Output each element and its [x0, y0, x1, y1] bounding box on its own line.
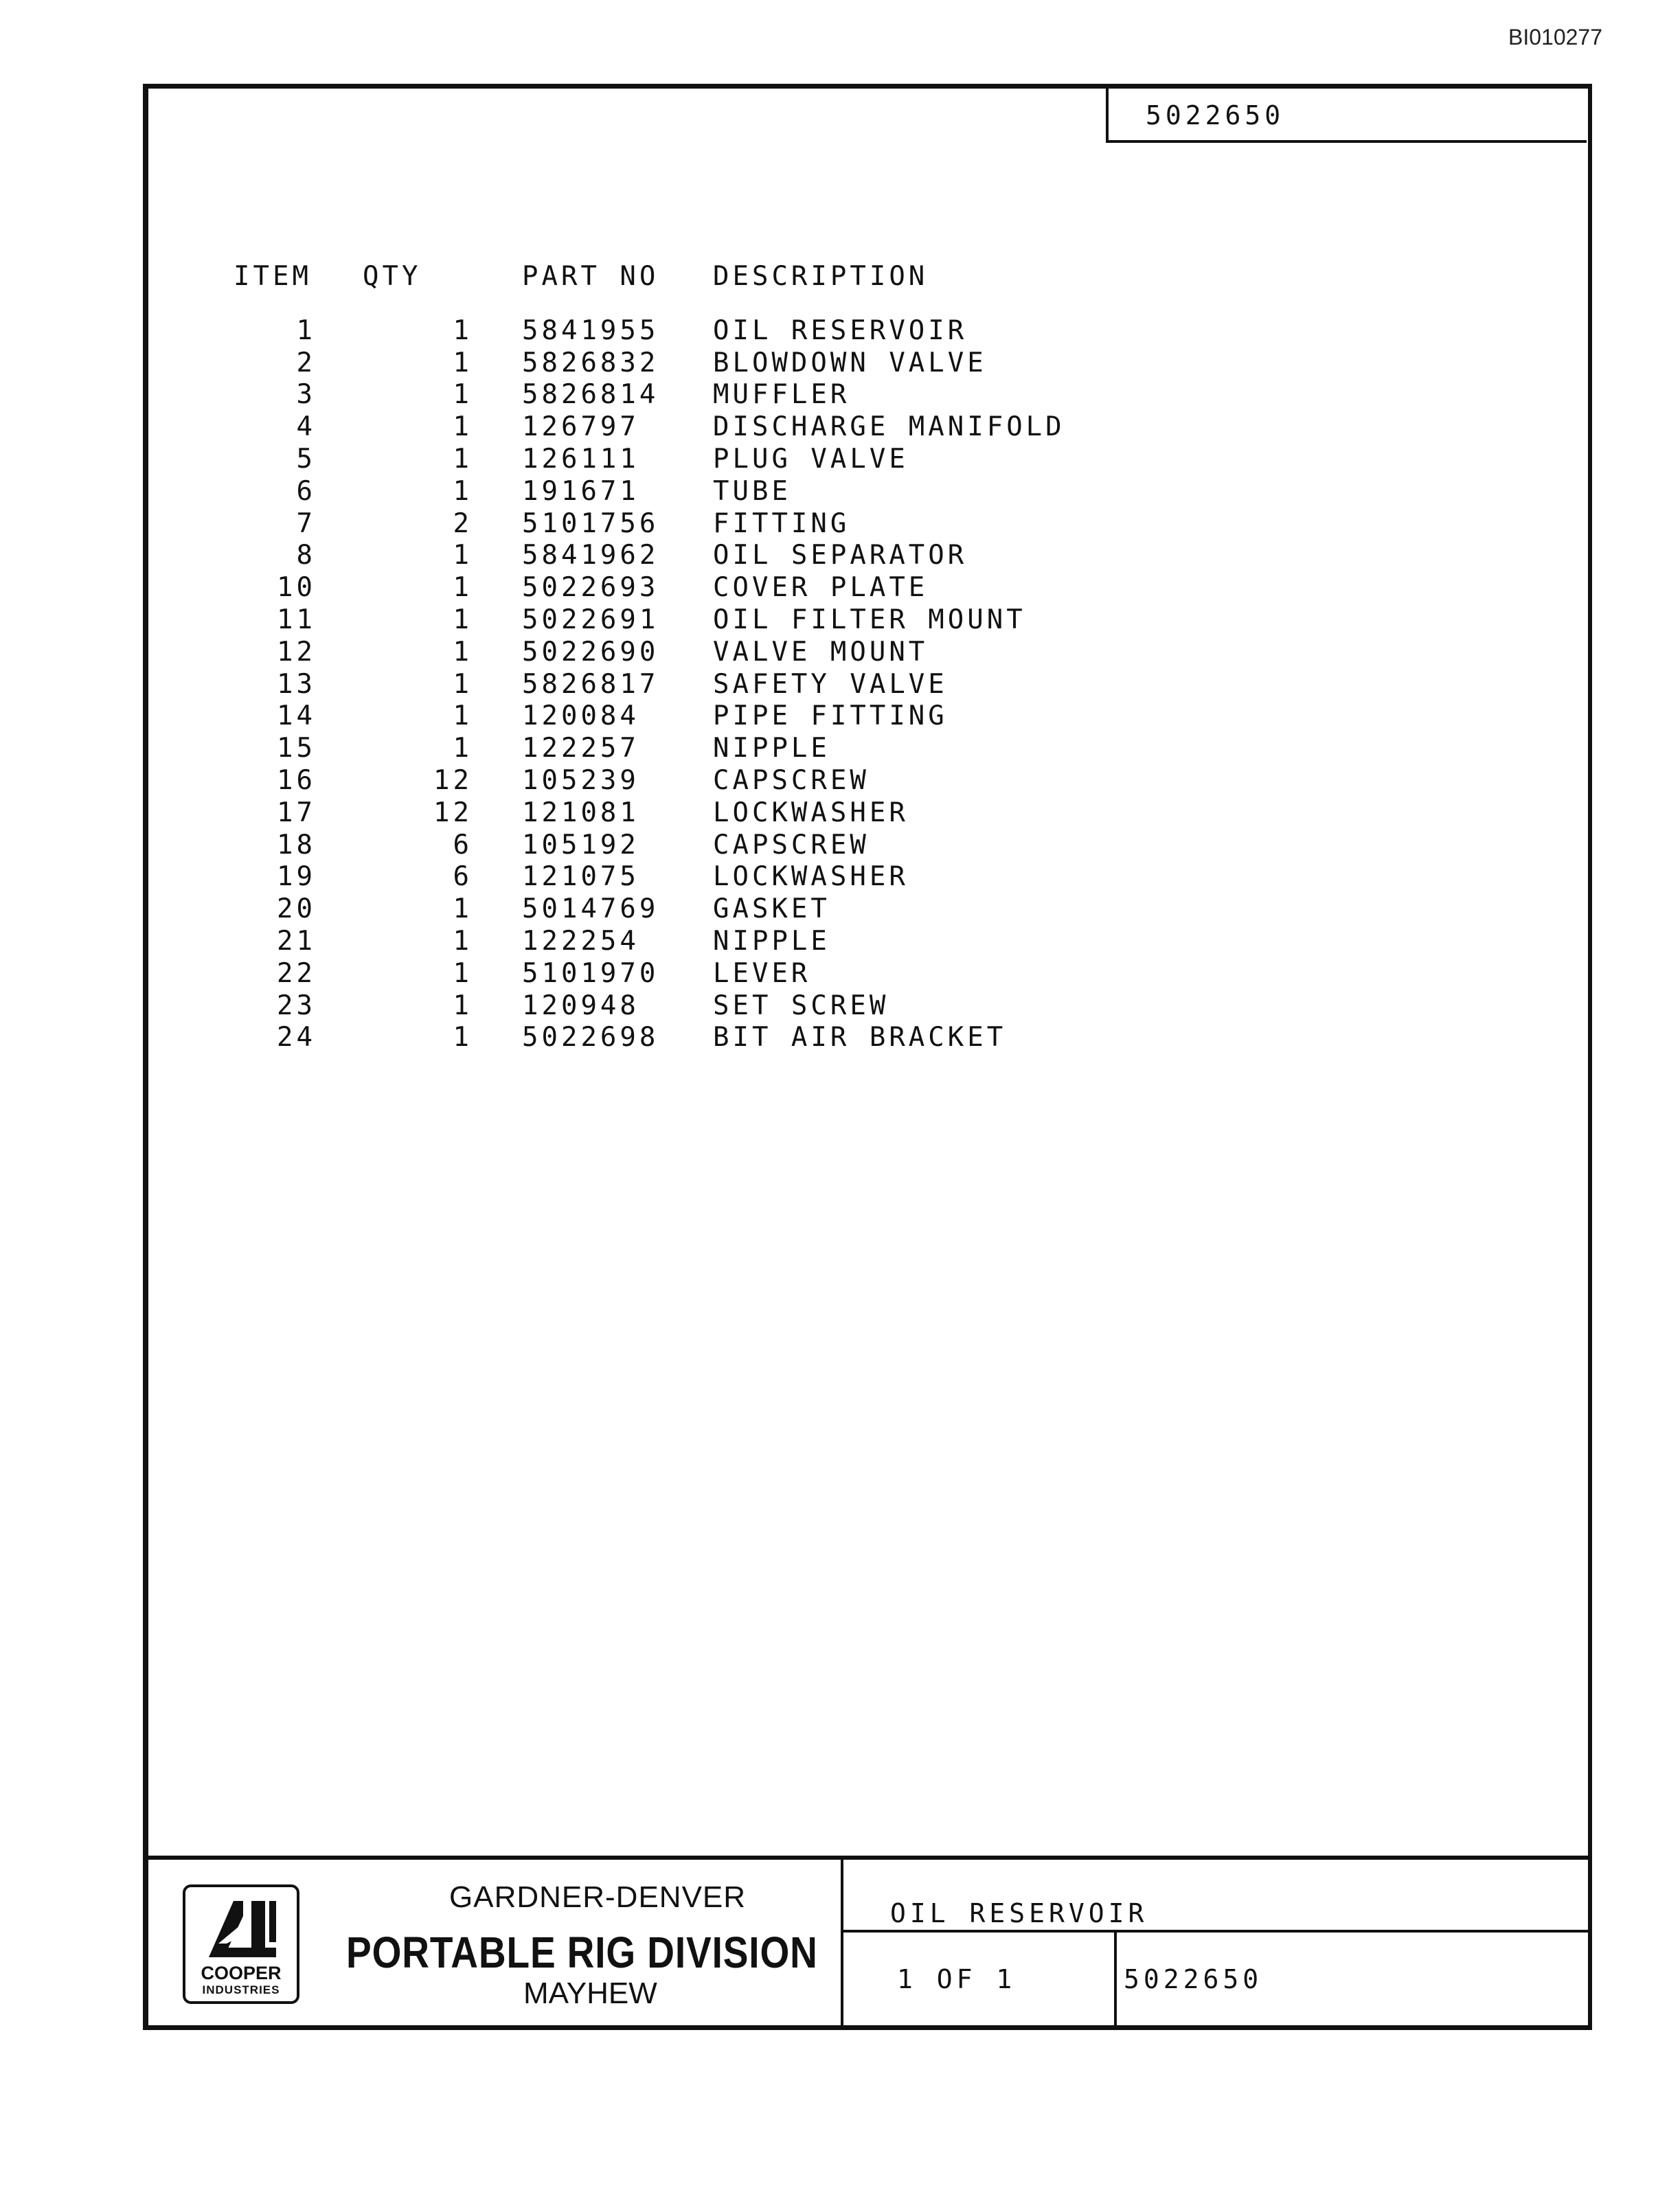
cell-description: CAPSCREW [713, 829, 870, 861]
cell-qty: 1 [453, 733, 473, 764]
table-row [227, 990, 1065, 1022]
cell-item: 2 [296, 347, 316, 378]
table-row [227, 571, 1065, 604]
cell-item: 23 [277, 990, 316, 1021]
cell-item: 14 [277, 700, 316, 732]
cell-qty: 1 [453, 475, 473, 507]
title-block-divider [841, 1930, 1588, 1933]
cell-qty: 1 [453, 957, 473, 989]
cell-part-no: 120948 [522, 990, 639, 1021]
title-block [147, 1856, 1588, 2026]
cell-item: 15 [277, 733, 316, 764]
cell-qty: 1 [453, 700, 473, 732]
sheet-number: 1 OF 1 [897, 1964, 1017, 1994]
table-row [227, 829, 1065, 861]
cell-part-no: 5101970 [522, 957, 659, 989]
cell-item: 22 [277, 957, 316, 989]
cell-part-no: 120084 [522, 700, 639, 732]
cell-description: FITTING [713, 508, 850, 539]
cell-description: OIL FILTER MOUNT [713, 604, 1026, 636]
cell-qty: 1 [453, 540, 473, 571]
cell-item: 18 [277, 829, 316, 861]
cell-qty: 12 [433, 765, 473, 797]
cell-part-no: 191671 [522, 475, 639, 507]
company-name: GARDNER-DENVER [449, 1880, 747, 1914]
table-row [227, 379, 1065, 411]
cell-part-no: 121081 [522, 797, 639, 828]
cell-item: 6 [296, 475, 316, 507]
drawing-number: 5022650 [1146, 100, 1285, 130]
cell-part-no: 5022690 [522, 636, 659, 668]
table-row [227, 315, 1065, 347]
cell-item: 3 [296, 379, 316, 411]
parts-list-body [227, 302, 1065, 1053]
table-row [227, 925, 1065, 957]
cell-part-no: 5841962 [522, 540, 659, 571]
cell-item: 11 [277, 604, 316, 636]
cell-qty: 1 [453, 347, 473, 378]
cell-qty: 1 [453, 315, 473, 346]
cell-description: BIT AIR BRACKET [713, 1022, 1007, 1053]
cell-part-no: 5826817 [522, 668, 659, 700]
cell-qty: 1 [453, 636, 473, 668]
division-name: PORTABLE RIG DIVISION [346, 1928, 818, 1977]
cell-qty: 1 [453, 379, 473, 411]
logo-name: COOPER [201, 1963, 282, 1983]
cell-description: GASKET [713, 893, 830, 925]
column-header-qty: QTY [363, 261, 422, 292]
cell-part-no: 5022698 [522, 1022, 659, 1053]
cell-description: LOCKWASHER [713, 861, 909, 893]
cell-description: OIL RESERVOIR [713, 315, 968, 346]
cell-item: 1 [296, 315, 316, 346]
cell-description: SET SCREW [713, 990, 889, 1021]
cell-qty: 12 [433, 797, 473, 828]
table-row [227, 540, 1065, 572]
table-row [227, 508, 1065, 540]
cell-qty: 1 [453, 1022, 473, 1053]
table-row [227, 732, 1065, 764]
cell-item: 13 [277, 668, 316, 700]
table-row [227, 347, 1065, 379]
cell-item: 17 [277, 797, 316, 828]
cell-qty: 1 [453, 411, 473, 443]
cell-part-no: 5101756 [522, 508, 659, 539]
cell-qty: 1 [453, 572, 473, 604]
cell-part-no: 105239 [522, 765, 639, 797]
cell-part-no: 126111 [522, 444, 639, 475]
cell-part-no: 5022691 [522, 604, 659, 636]
column-header-item: ITEM [234, 261, 312, 292]
cell-part-no: 5014769 [522, 893, 659, 925]
cooper-industries-logo-icon [203, 1895, 283, 1961]
cell-description: TUBE [713, 475, 791, 507]
cell-qty: 6 [453, 829, 473, 861]
cell-item: 7 [296, 508, 316, 539]
logo-subtitle: INDUSTRIES [202, 1983, 280, 1996]
title-block-drawing-number: 5022650 [1124, 1964, 1263, 1994]
column-header-part-no: PART NO [522, 261, 659, 292]
cell-part-no: 5826814 [522, 379, 659, 411]
table-row [227, 957, 1065, 990]
table-row [227, 700, 1065, 733]
cell-description: MUFFLER [713, 379, 850, 411]
cell-part-no: 5841955 [522, 315, 659, 346]
cell-item: 12 [277, 636, 316, 668]
cell-part-no: 122254 [522, 926, 639, 957]
cell-description: OIL SEPARATOR [713, 540, 968, 571]
company-location: MAYHEW [523, 1976, 657, 2010]
column-header-description: DESCRIPTION [713, 261, 929, 292]
company-logo [183, 1884, 299, 2004]
cell-description: SAFETY VALVE [713, 668, 948, 700]
title-block-divider [1114, 1930, 1117, 2026]
cell-description: LOCKWASHER [713, 797, 909, 828]
cell-item: 20 [277, 893, 316, 925]
cell-part-no: 122257 [522, 733, 639, 764]
table-row [227, 668, 1065, 700]
cell-item: 24 [277, 1022, 316, 1053]
cell-qty: 6 [453, 861, 473, 893]
cell-item: 4 [296, 411, 316, 443]
cell-part-no: 5826832 [522, 347, 659, 378]
cell-part-no: 105192 [522, 829, 639, 861]
cell-item: 19 [277, 861, 316, 893]
cell-qty: 1 [453, 990, 473, 1021]
table-spacer [227, 302, 1065, 315]
table-row [227, 636, 1065, 668]
cell-qty: 1 [453, 926, 473, 957]
cell-qty: 1 [453, 893, 473, 925]
cell-part-no: 121075 [522, 861, 639, 893]
cell-description: PIPE FITTING [713, 700, 948, 732]
drawing-title: OIL RESERVOIR [890, 1898, 1148, 1928]
cell-item: 8 [296, 540, 316, 571]
cell-item: 16 [277, 765, 316, 797]
cell-qty: 2 [453, 508, 473, 539]
parts-list-table [227, 261, 1065, 1053]
table-row [227, 764, 1065, 797]
table-row [227, 797, 1065, 829]
table-row [227, 1022, 1065, 1054]
table-row [227, 604, 1065, 636]
cell-description: CAPSCREW [713, 765, 870, 797]
cell-part-no: 126797 [522, 411, 639, 443]
cell-description: NIPPLE [713, 926, 830, 957]
cell-description: BLOWDOWN VALVE [713, 347, 987, 378]
cell-part-no: 5022693 [522, 572, 659, 604]
table-row [227, 893, 1065, 925]
cell-description: PLUG VALVE [713, 444, 909, 475]
cell-description: NIPPLE [713, 733, 830, 764]
cell-description: VALVE MOUNT [713, 636, 929, 668]
cell-description: LEVER [713, 957, 811, 989]
document-id: BI010277 [1508, 25, 1603, 49]
cell-description: COVER PLATE [713, 572, 929, 604]
drawing-number-box [1106, 84, 1587, 143]
cell-item: 21 [277, 926, 316, 957]
cell-item: 5 [296, 444, 316, 475]
parts-header-row [227, 261, 1065, 302]
cell-qty: 1 [453, 604, 473, 636]
cell-item: 10 [277, 572, 316, 604]
cell-description: DISCHARGE MANIFOLD [713, 411, 1065, 443]
cell-qty: 1 [453, 444, 473, 475]
table-row [227, 861, 1065, 893]
title-block-divider [841, 1860, 843, 2026]
cell-qty: 1 [453, 668, 473, 700]
table-row [227, 411, 1065, 443]
table-row [227, 443, 1065, 475]
table-row [227, 475, 1065, 508]
